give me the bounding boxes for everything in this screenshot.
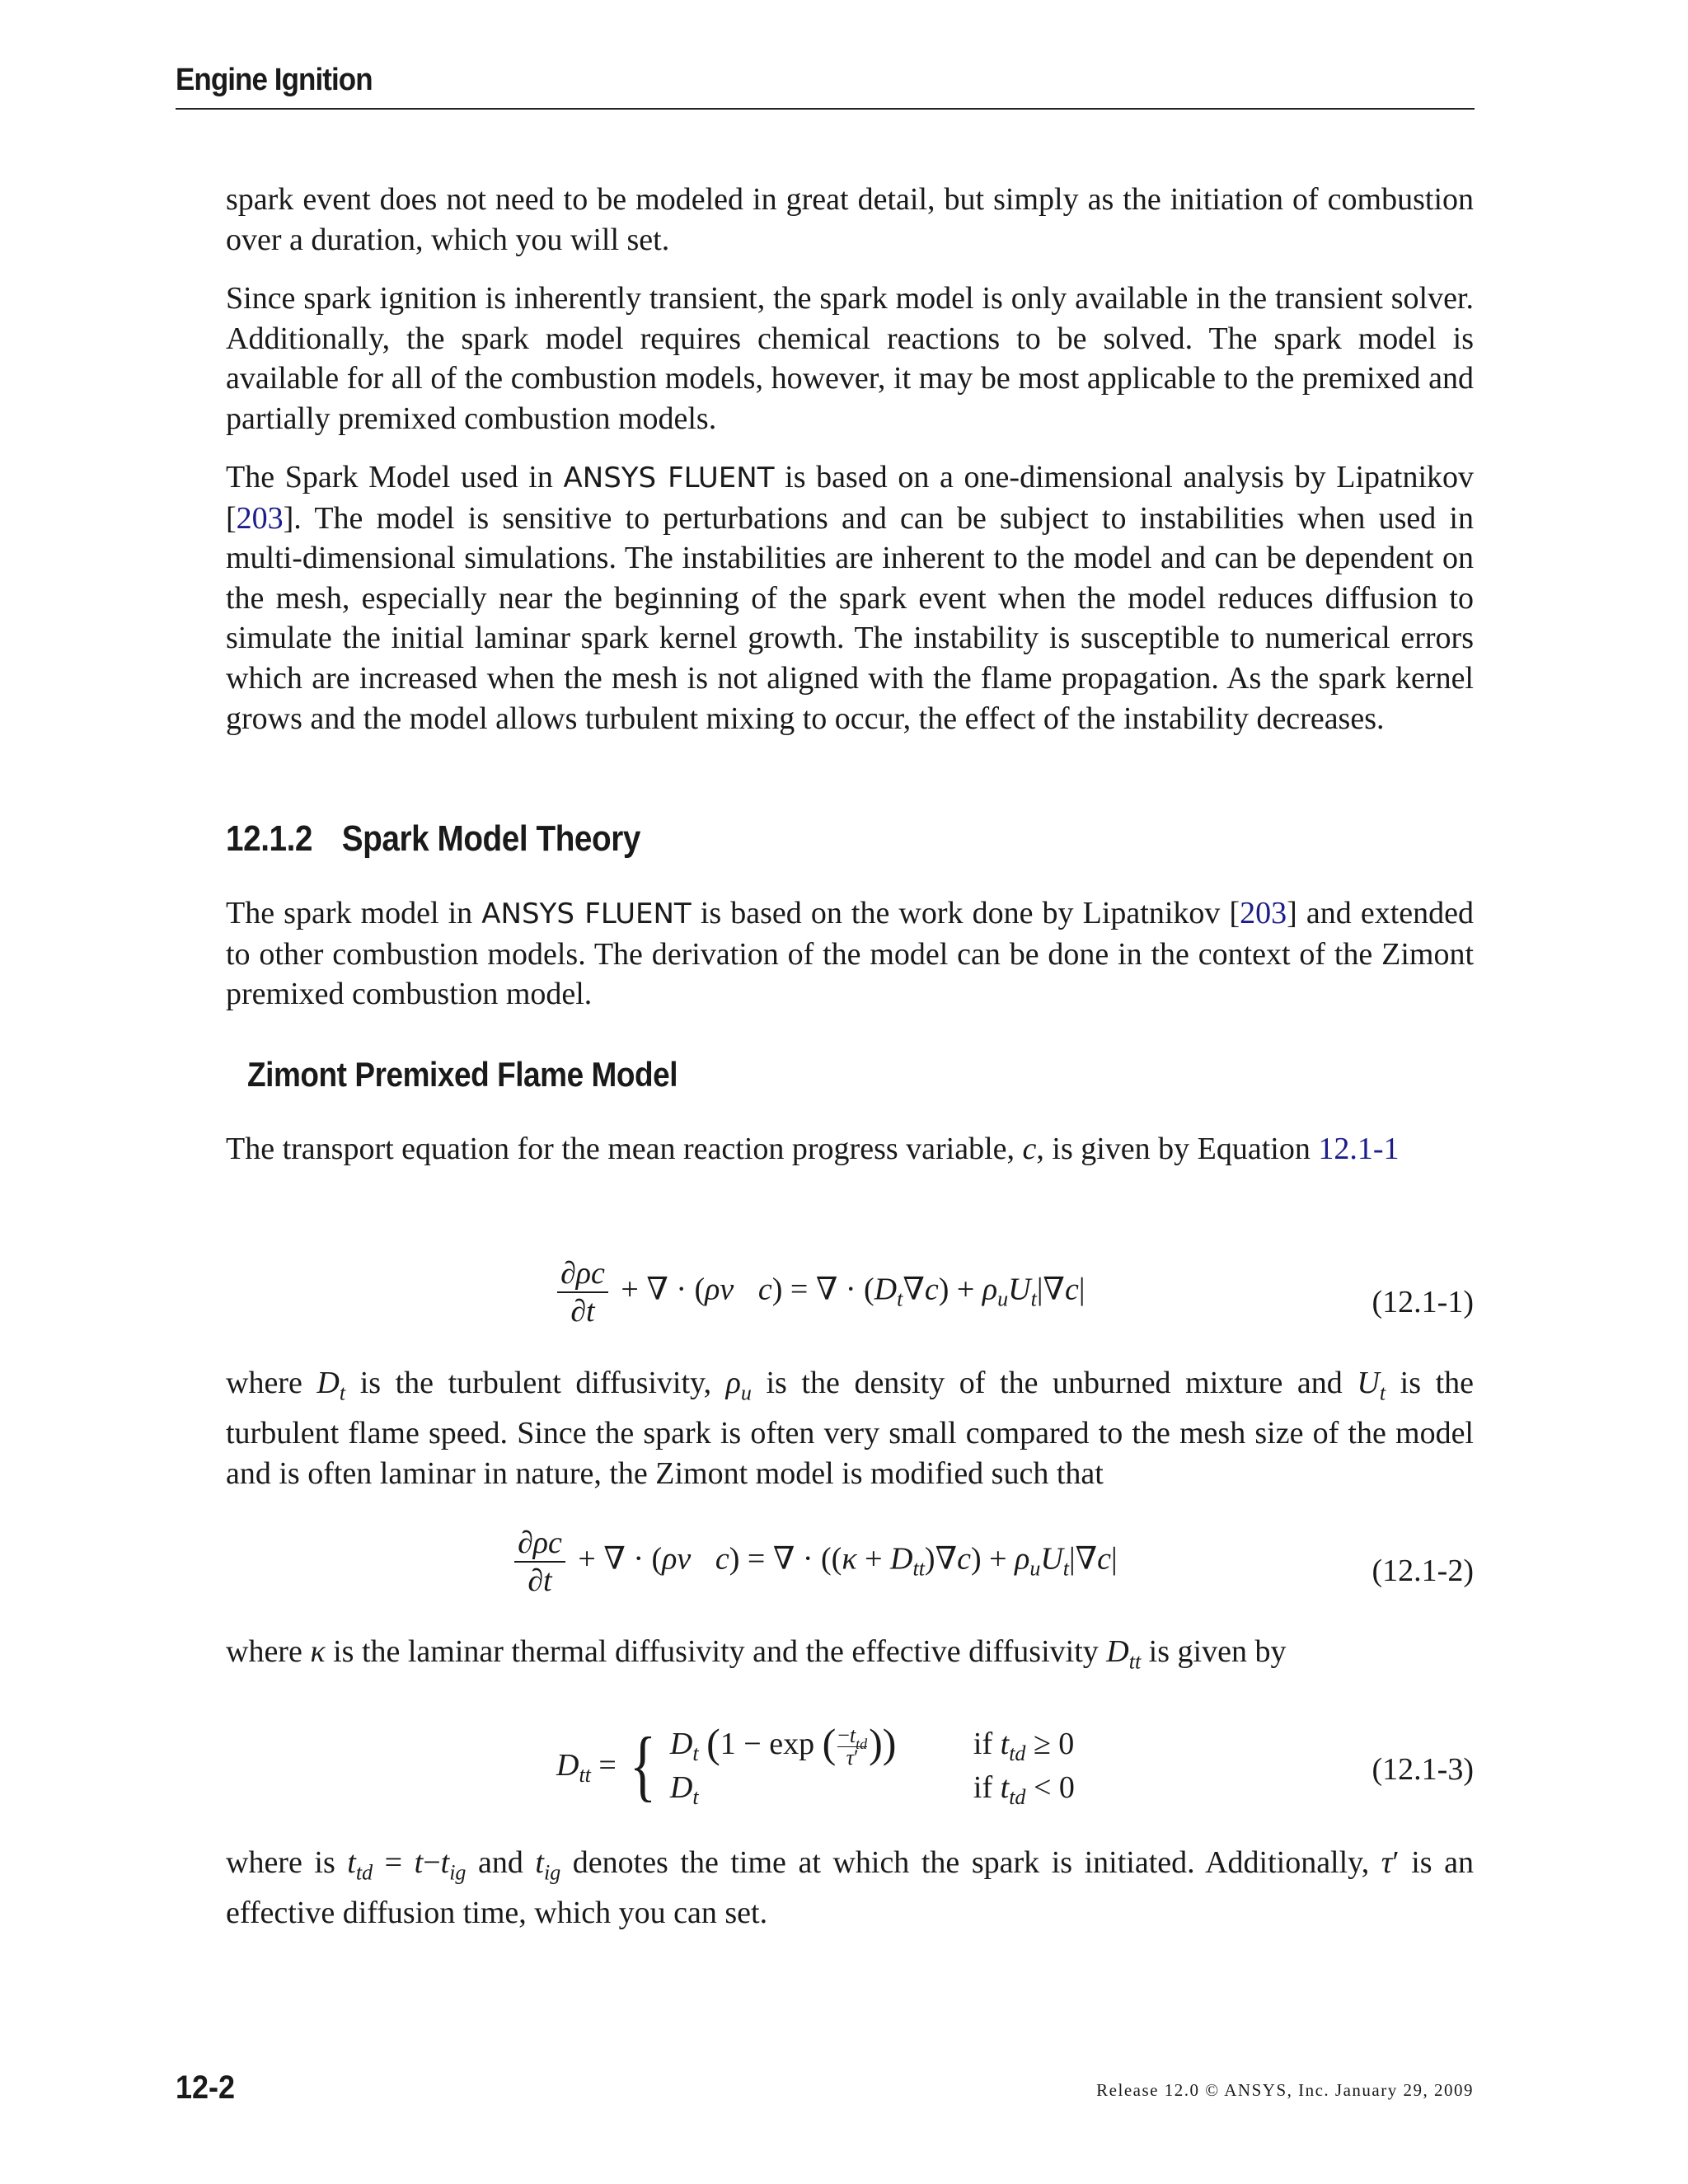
page-number: 12-2 [176, 2069, 236, 2106]
section-paragraph: The spark model in ANSYS FLUENT is based on the work done by Lipatnikov [203] and extended to other combustion models. The derivation of the model can be done in the context of the Zimont premixed combustion model. [226, 896, 1474, 1012]
citation-link-203[interactable]: 203 [1240, 896, 1287, 930]
intro-paragraph-3: The Spark Model used in ANSYS FLUENT is based on a one-dimensional analysis by Lipatnikov [203]. The model is sensitive to perturbations and can be subject to instabilities when used in multi-dimensional simulations. The instabilities are inherent to the model and can be dependent on the mesh, especially near the beginning of the spark event when the model reduces diffusion to simulate the initial laminar spark kernel growth. The instability is susceptible to numerical errors which are increased when the mesh is not aligned with the flame propagation. As the spark kernel grows and the model allows turbulent mixing to occur, the effect of the instability decreases. [226, 460, 1475, 736]
subsection-heading: Zimont Premixed Flame Model [247, 1055, 678, 1094]
subsection-paragraph-1: The transport equation for the mean reaction progress variable, c, is given by Equation 12.1-1 [226, 1132, 1400, 1166]
section-heading [226, 818, 640, 860]
equation-number-3: (12.1-3) [1372, 1752, 1474, 1787]
subsection-paragraph-3: where κ is the laminar thermal diffusivity and the effective diffusivity $D_{tt}$ is given by [226, 1634, 1287, 1674]
software-name: ANSYS FLUENT [481, 898, 692, 930]
subsection-paragraph-2: where $D_t$ is the turbulent diffusivity, $\rho_u$ is the density of the unburned mixture and $U_t$ is the turbulent flame speed. Since the spark is often very small compared to the mesh size of the model and is often laminar in nature, the Zimont model is modified such that [226, 1366, 1475, 1491]
section-number: 12.1.2 [226, 818, 313, 859]
equation-12-1-2: $\frac{\partial\rho c}{\partial t}$ + ∇ · (ρv⃗c) = ∇ · $((\kappa + D_{tt})\nabla c) + \rho_uU_t|\nabla c|$ [509, 1525, 1118, 1599]
citation-link-203[interactable]: 203 [236, 500, 284, 536]
equation-number-2: (12.1-2) [1372, 1554, 1474, 1588]
subsection-paragraph-4: where is $t_{td} = t-t_{ig}$ and $t_{ig}$ denotes the time at which the spark is initiated. Additionally, τ′ is an effective diffusion time, which you can set. [226, 1845, 1475, 1931]
equation-12-1-1: $\frac{\partial\rho c}{\partial t}$ + ∇ · (ρv⃗c) = ∇ · $(D_t\nabla c) + \rho_uU_t|\nabla c|$ [552, 1255, 1085, 1329]
equation-link-12-1-1[interactable]: 12.1-1 [1318, 1132, 1400, 1166]
running-head: Engine Ignition [176, 63, 373, 97]
release-line: Release 12.0 © ANSYS, Inc. January 29, 2009 [1096, 2080, 1474, 2100]
intro-paragraph-2: Since spark ignition is inherently transient, the spark model is only available in the transient solver. Additionally, the spark model requires chemical reactions to be solved. The spark model is available for all of the combustion models, however, it may be most applicable to the premixed and partially premixed combustion models. [226, 281, 1474, 436]
header-rule [176, 108, 1475, 110]
equation-number-1: (12.1-1) [1372, 1285, 1474, 1319]
software-name: ANSYS FLUENT [563, 462, 775, 494]
intro-paragraph-1: spark event does not need to be modeled in great detail, but simply as the initiation of combustion over a duration, which you will set. [226, 182, 1474, 257]
section-title: Spark Model Theory [341, 818, 640, 859]
equation-12-1-3: $D_{tt}$ = { $D_t$ (1 − exp ( $-t_{td}$ τ′ )) if $t_{td} \ge 0$ $D_t$ if $t_{td} < 0$ [556, 1720, 1075, 1809]
